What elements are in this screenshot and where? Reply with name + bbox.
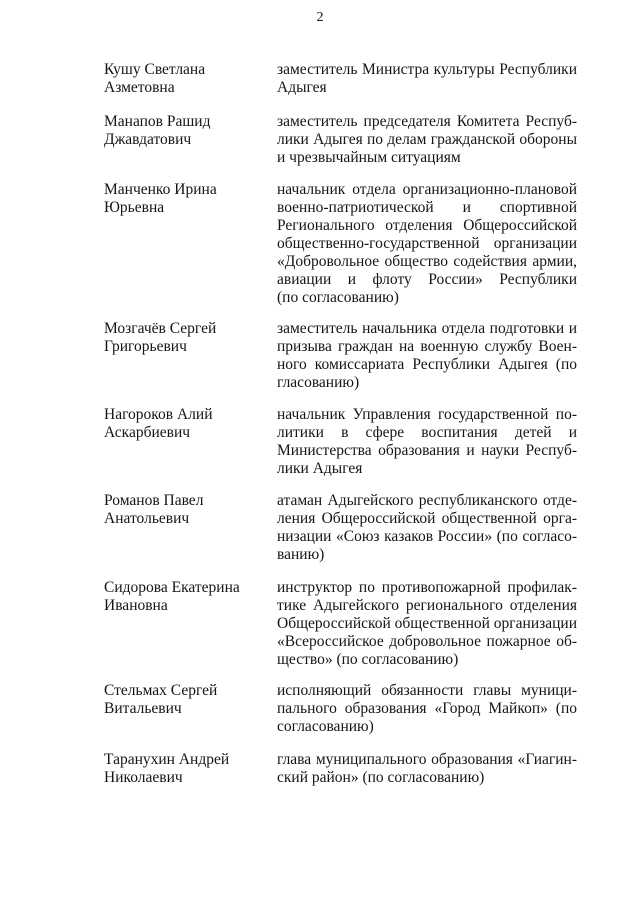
position-line: лики Адыгея по делам гражданской обороны [277, 131, 577, 148]
name-line: Витальевич [104, 700, 182, 717]
position-line: атаман Адыгейского республиканского отде- [277, 492, 577, 509]
name-line: Мозгачёв Сергей [104, 320, 217, 337]
position-line: тике Адыгейского регионального отделения [277, 597, 577, 614]
member-position [277, 181, 577, 307]
position-line: и чрезвычайным ситуациям [277, 149, 461, 166]
position-line: заместитель председателя Комитета Респуб- [277, 113, 577, 130]
position-line: Адыгея [277, 79, 327, 96]
name-line: Таранухин Андрей [104, 751, 230, 768]
position-line: военно-патриотической и спортивной [277, 199, 577, 216]
position-line: заместитель Министра культуры Республики [277, 61, 577, 78]
position-line: инструктор по противопожарной профилак- [277, 579, 577, 596]
member-position [277, 682, 577, 736]
name-line: Ивановна [104, 597, 168, 614]
position-line: «Добровольное общество содействия армии, [277, 253, 577, 270]
position-line: общественно-государственной организации [277, 235, 577, 252]
position-line: литики в сфере воспитания детей и [277, 424, 577, 441]
position-line: начальник Управления государственной по- [277, 406, 577, 423]
member-position [277, 320, 577, 392]
member-position [277, 406, 577, 478]
position-line: ного комиссариата Республики Адыгея (по [277, 356, 577, 373]
position-line: ванию) [277, 546, 325, 563]
position-line: гласованию) [277, 374, 360, 391]
name-line: Анатольевич [104, 510, 190, 527]
member-name [104, 682, 272, 718]
member-position [277, 113, 577, 167]
page-number: 2 [316, 10, 324, 25]
position-line: начальник отдела организационно-плановой [277, 181, 577, 198]
position-line: исполняющий обязанности главы муници- [277, 682, 577, 699]
name-line: Манченко Ирина [104, 181, 217, 198]
member-name [104, 579, 272, 615]
position-line: заместитель начальника отдела подготовки и [277, 320, 577, 337]
member-name [104, 181, 272, 217]
position-line: глава муниципального образования «Гиагин- [277, 751, 577, 768]
position-line: щество» (по согласованию) [277, 651, 459, 668]
position-line: ления Общероссийской общественной орга- [277, 510, 577, 527]
member-name [104, 113, 272, 149]
name-line: Азметовна [104, 79, 175, 96]
name-line: Сидорова Екатерина [104, 579, 240, 596]
name-line: Аскарбиевич [104, 424, 191, 441]
name-line: Кушу Светлана [104, 61, 206, 78]
name-line: Стельмах Сергей [104, 682, 218, 699]
name-line: Николаевич [104, 769, 183, 786]
member-name [104, 492, 272, 528]
position-line: (по согласованию) [277, 289, 399, 306]
member-position [277, 579, 577, 669]
position-line: «Всероссийское добровольное пожарное об- [277, 633, 577, 650]
position-line: пального образования «Город Майкоп» (по [277, 700, 577, 717]
member-position [277, 61, 577, 97]
member-name [104, 751, 272, 787]
member-position [277, 492, 577, 564]
name-line: Григорьевич [104, 338, 187, 355]
member-position [277, 751, 577, 787]
name-line: Манапов Рашид [104, 113, 211, 130]
position-line: авиации и флоту России» Республики [277, 271, 577, 288]
position-line: лики Адыгея [277, 460, 363, 477]
position-line: Регионального отделения Общероссийской [277, 217, 577, 234]
position-line: ский район» (по согласованию) [277, 769, 485, 786]
name-line: Романов Павел [104, 492, 204, 509]
member-name [104, 406, 272, 442]
position-line: согласованию) [277, 718, 374, 735]
position-line: Общероссийской общественной организации [277, 615, 577, 632]
name-line: Джавдатович [104, 131, 192, 148]
name-line: Нагороков Алий [104, 406, 213, 423]
position-line: призыва граждан на военную службу Воен- [277, 338, 577, 355]
name-line: Юрьевна [104, 199, 165, 216]
member-name [104, 320, 272, 356]
position-line: Министерства образования и науки Респуб- [277, 442, 577, 459]
position-line: низации «Союз казаков России» (по согласо- [277, 528, 577, 545]
member-name [104, 61, 272, 97]
